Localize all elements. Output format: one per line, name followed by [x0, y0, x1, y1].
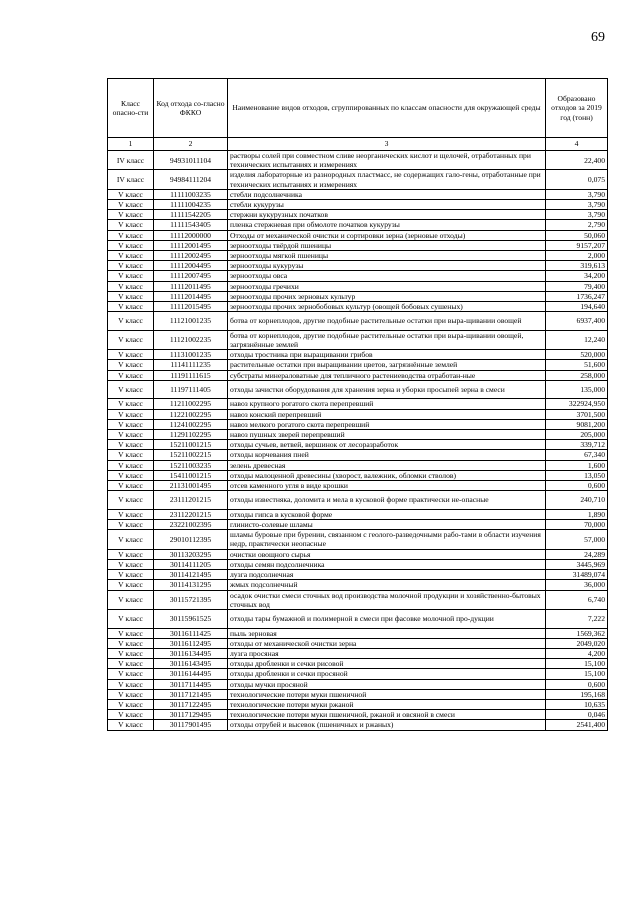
waste-name-cell: жмых подсолнечный [228, 580, 546, 590]
table-row [108, 261, 608, 271]
page-number: 69 [591, 30, 605, 45]
amount-cell: 10,635 [546, 699, 608, 709]
header-fkko-code: Код отхода со-гласно ФККО [154, 79, 228, 138]
column-index: 2 [154, 138, 228, 151]
hazard-class-cell: V класс [108, 689, 154, 699]
waste-name-cell: ботва от корнеплодов, другие подобные растительные остатки при выра-щивании овощей, загрязнённые землей [228, 330, 546, 349]
waste-name-cell: зерноотходы мягкой пшеницы [228, 251, 546, 261]
table-row [108, 360, 608, 370]
hazard-class-cell: V класс [108, 530, 154, 549]
table-row [108, 710, 608, 720]
amount-cell: 70,000 [546, 520, 608, 530]
table-row [108, 409, 608, 419]
fkko-code-cell: 15211001215 [154, 440, 228, 450]
fkko-code-cell: 11112007495 [154, 271, 228, 281]
waste-name-cell: зерноотходы твёрдой пшеницы [228, 240, 546, 250]
table-row [108, 251, 608, 261]
table-row [108, 491, 608, 510]
waste-name-cell: отходы гипса в кусковой форме [228, 509, 546, 519]
table-row [108, 628, 608, 638]
amount-cell: 3701,500 [546, 409, 608, 419]
waste-name-cell: зерноотходы кукурузы [228, 261, 546, 271]
waste-name-cell: навоз крупного рогатого скота перепревший [228, 399, 546, 409]
amount-cell: 3,790 [546, 200, 608, 210]
amount-cell: 205,000 [546, 430, 608, 440]
amount-cell: 2541,400 [546, 720, 608, 730]
amount-cell: 322924,950 [546, 399, 608, 409]
waste-name-cell: субстраты минераловатные для тепличного растениеводства отработан-ные [228, 370, 546, 380]
column-index: 3 [228, 138, 546, 151]
waste-name-cell: отходы сучьев, ветвей, вершинок от лесоразработок [228, 440, 546, 450]
fkko-code-cell: 11241002295 [154, 419, 228, 429]
table-row [108, 430, 608, 440]
table-row [108, 699, 608, 709]
fkko-code-cell: 11131001235 [154, 350, 228, 360]
header-hazard-class: Класс опасно-сти [108, 79, 154, 138]
amount-cell: 31489,074 [546, 570, 608, 580]
waste-name-cell: осадок очистки смеси сточных вод производства молочной продукции и хозяйственно-бытовых сточных вод [228, 590, 546, 609]
fkko-code-cell: 94931011104 [154, 151, 228, 170]
waste-name-cell: стебли подсолнечника [228, 189, 546, 199]
fkko-code-cell: 21131001495 [154, 481, 228, 491]
waste-name-cell: навоз пушных зверей перепревший [228, 430, 546, 440]
table-row [108, 530, 608, 549]
table-row [108, 520, 608, 530]
hazard-class-cell: V класс [108, 419, 154, 429]
amount-cell: 195,168 [546, 689, 608, 699]
amount-cell: 1,890 [546, 509, 608, 519]
amount-cell: 13,050 [546, 470, 608, 480]
amount-cell: 57,000 [546, 530, 608, 549]
amount-cell: 3445,969 [546, 559, 608, 569]
amount-cell: 258,000 [546, 370, 608, 380]
hazard-class-cell: V класс [108, 669, 154, 679]
table-row [108, 689, 608, 699]
waste-name-cell: зерноотходы овса [228, 271, 546, 281]
amount-cell: 6937,400 [546, 312, 608, 331]
table-row [108, 210, 608, 220]
hazard-class-cell: V класс [108, 570, 154, 580]
table-row [108, 509, 608, 519]
fkko-code-cell: 11141111235 [154, 360, 228, 370]
amount-cell: 2049,020 [546, 638, 608, 648]
fkko-code-cell: 11112002495 [154, 251, 228, 261]
waste-name-cell: отходы тары бумажной и полимерной в смеси при фасовке молочной про-дукции [228, 609, 546, 628]
hazard-class-cell: V класс [108, 720, 154, 730]
waste-name-cell: пыль зерновая [228, 628, 546, 638]
waste-name-cell: зерноотходы прочих зерновых культур [228, 291, 546, 301]
amount-cell: 50,060 [546, 230, 608, 240]
hazard-class-cell: V класс [108, 699, 154, 709]
amount-cell: 79,400 [546, 281, 608, 291]
table-row [108, 638, 608, 648]
waste-name-cell: отходы отрубей и высевок (пшеничных и ржаных) [228, 720, 546, 730]
hazard-class-cell: V класс [108, 291, 154, 301]
fkko-code-cell: 30117121495 [154, 689, 228, 699]
table-row [108, 370, 608, 380]
waste-name-cell: навоз конский перепревший [228, 409, 546, 419]
table-row [108, 470, 608, 480]
fkko-code-cell: 30117901495 [154, 720, 228, 730]
hazard-class-cell: V класс [108, 659, 154, 669]
hazard-class-cell: V класс [108, 491, 154, 510]
table-row [108, 559, 608, 569]
waste-name-cell: изделия лабораторные из разнородных пластмасс, не содержащих гало-гены, отработанные при технических испытаниях и измерениях [228, 170, 546, 189]
waste-name-cell: зерноотходы гречихи [228, 281, 546, 291]
hazard-class-cell: V класс [108, 460, 154, 470]
hazard-class-cell: V класс [108, 409, 154, 419]
amount-cell: 1736,247 [546, 291, 608, 301]
hazard-class-cell: V класс [108, 189, 154, 199]
waste-name-cell: технологические потери муки пшеничной, ржаной и овсяной в смеси [228, 710, 546, 720]
fkko-code-cell: 11221002295 [154, 409, 228, 419]
amount-cell: 2,790 [546, 220, 608, 230]
fkko-code-cell: 15411001215 [154, 470, 228, 480]
fkko-code-cell: 11121001235 [154, 312, 228, 331]
table-row [108, 312, 608, 331]
header-amount-2019: Образовано отходов за 2019 год (тонн) [546, 79, 608, 138]
waste-name-cell: отходы корчевания пней [228, 450, 546, 460]
fkko-code-cell: 30115961525 [154, 609, 228, 628]
fkko-code-cell: 11111004235 [154, 200, 228, 210]
table-header-row [108, 79, 608, 138]
fkko-code-cell: 11291102295 [154, 430, 228, 440]
hazard-class-cell: V класс [108, 380, 154, 399]
table-row [108, 271, 608, 281]
amount-cell: 1,600 [546, 460, 608, 470]
fkko-code-cell: 11112015495 [154, 302, 228, 312]
hazard-class-cell: V класс [108, 648, 154, 658]
amount-cell: 7,222 [546, 609, 608, 628]
table-row [108, 679, 608, 689]
table-row [108, 659, 608, 669]
fkko-code-cell: 11111542205 [154, 210, 228, 220]
fkko-code-cell: 23111201215 [154, 491, 228, 510]
hazard-class-cell: V класс [108, 251, 154, 261]
fkko-code-cell: 15211002215 [154, 450, 228, 460]
amount-cell: 520,000 [546, 350, 608, 360]
table-row [108, 580, 608, 590]
fkko-code-cell: 11191111615 [154, 370, 228, 380]
hazard-class-cell: V класс [108, 440, 154, 450]
fkko-code-cell: 11112014495 [154, 291, 228, 301]
table-row [108, 240, 608, 250]
amount-cell: 1569,362 [546, 628, 608, 638]
table-row [108, 189, 608, 199]
hazard-class-cell: V класс [108, 679, 154, 689]
amount-cell: 240,710 [546, 491, 608, 510]
hazard-class-cell: V класс [108, 549, 154, 559]
table-row [108, 330, 608, 349]
amount-cell: 6,740 [546, 590, 608, 609]
header-waste-name: Наименование видов отходов, сгруппированных по классам опасности для окружающей среды [228, 79, 546, 138]
hazard-class-cell: V класс [108, 609, 154, 628]
hazard-class-cell: V класс [108, 370, 154, 380]
waste-name-cell: технологические потери муки пшеничной [228, 689, 546, 699]
amount-cell: 67,340 [546, 450, 608, 460]
waste-name-cell: растворы солей при совместном сливе неорганических кислот и щелочей, отработанных при технических испытаниях и измерениях [228, 151, 546, 170]
table-row [108, 291, 608, 301]
fkko-code-cell: 30117114495 [154, 679, 228, 689]
amount-cell: 0,075 [546, 170, 608, 189]
table-row [108, 419, 608, 429]
waste-name-cell: отходы зачистки оборудования для хранения зерна и уборки просыпей зерна в смеси [228, 380, 546, 399]
fkko-code-cell: 30114131295 [154, 580, 228, 590]
fkko-code-cell: 11112001495 [154, 240, 228, 250]
amount-cell: 194,640 [546, 302, 608, 312]
waste-name-cell: отходы дробленки и сечки просяной [228, 669, 546, 679]
fkko-code-cell: 23112201215 [154, 509, 228, 519]
table-row [108, 648, 608, 658]
table-row [108, 302, 608, 312]
waste-name-cell: отходы от механической очистки зерна [228, 638, 546, 648]
table-row [108, 609, 608, 628]
table-row [108, 669, 608, 679]
hazard-class-cell: V класс [108, 240, 154, 250]
amount-cell: 22,400 [546, 151, 608, 170]
waste-name-cell: пленка стержневая при обмолоте початков кукурузы [228, 220, 546, 230]
table-row [108, 450, 608, 460]
fkko-code-cell: 94984111204 [154, 170, 228, 189]
table-row [108, 399, 608, 409]
amount-cell: 12,240 [546, 330, 608, 349]
amount-cell: 2,000 [546, 251, 608, 261]
table-row [108, 481, 608, 491]
hazard-class-cell: V класс [108, 470, 154, 480]
table-row [108, 220, 608, 230]
amount-cell: 9081,200 [546, 419, 608, 429]
fkko-code-cell: 30117129495 [154, 710, 228, 720]
waste-name-cell: Отходы от механической очистки и сортировки зерна (зерновые отходы) [228, 230, 546, 240]
amount-cell: 36,000 [546, 580, 608, 590]
amount-cell: 15,100 [546, 669, 608, 679]
amount-cell: 51,600 [546, 360, 608, 370]
fkko-code-cell: 23221002395 [154, 520, 228, 530]
amount-cell: 0,046 [546, 710, 608, 720]
table-row [108, 230, 608, 240]
hazard-class-cell: V класс [108, 261, 154, 271]
hazard-class-cell: V класс [108, 580, 154, 590]
hazard-class-cell: V класс [108, 200, 154, 210]
hazard-class-cell: V класс [108, 509, 154, 519]
amount-cell: 9157,207 [546, 240, 608, 250]
amount-cell: 0,600 [546, 679, 608, 689]
hazard-class-cell: V класс [108, 220, 154, 230]
fkko-code-cell: 30114111205 [154, 559, 228, 569]
fkko-code-cell: 30115721395 [154, 590, 228, 609]
waste-name-cell: растительные остатки при выращивании цветов, загрязнённые землей [228, 360, 546, 370]
hazard-class-cell: V класс [108, 628, 154, 638]
waste-name-cell: глинисто-солевые шламы [228, 520, 546, 530]
waste-name-cell: стержни кукурузных початков [228, 210, 546, 220]
hazard-class-cell: V класс [108, 430, 154, 440]
table-row [108, 440, 608, 450]
hazard-class-cell: V класс [108, 210, 154, 220]
column-index: 4 [546, 138, 608, 151]
table-row [108, 570, 608, 580]
table-row [108, 151, 608, 170]
amount-cell: 15,100 [546, 659, 608, 669]
fkko-code-cell: 30113203295 [154, 549, 228, 559]
waste-name-cell: зерноотходы прочих зернобобовых культур (овощей бобовых сушеных) [228, 302, 546, 312]
fkko-code-cell: 30116144495 [154, 669, 228, 679]
fkko-code-cell: 15211003235 [154, 460, 228, 470]
waste-name-cell: навоз мелкого рогатого скота перепревший [228, 419, 546, 429]
waste-name-cell: шламы буровые при бурении, связанном с геолого-разведочными рабо-тами в области изучения недр, практически неопасные [228, 530, 546, 549]
amount-cell: 34,200 [546, 271, 608, 281]
waste-name-cell: технологические потери муки ржаной [228, 699, 546, 709]
table-row [108, 590, 608, 609]
hazard-class-cell: IV класс [108, 170, 154, 189]
fkko-code-cell: 11211002295 [154, 399, 228, 409]
fkko-code-cell: 30116134495 [154, 648, 228, 658]
amount-cell: 135,000 [546, 380, 608, 399]
fkko-code-cell: 11111543405 [154, 220, 228, 230]
waste-name-cell: отходы тростника при выращивании грибов [228, 350, 546, 360]
waste-name-cell: ботва от корнеплодов, другие подобные растительные остатки при выра-щивании овощей [228, 312, 546, 331]
fkko-code-cell: 30116111425 [154, 628, 228, 638]
column-index-row [108, 138, 608, 151]
hazard-class-cell: V класс [108, 360, 154, 370]
waste-name-cell: отходы дробленки и сечки рисовой [228, 659, 546, 669]
amount-cell: 319,613 [546, 261, 608, 271]
fkko-code-cell: 11112004495 [154, 261, 228, 271]
hazard-class-cell: V класс [108, 450, 154, 460]
waste-name-cell: очистки овощного сырья [228, 549, 546, 559]
hazard-class-cell: V класс [108, 350, 154, 360]
waste-name-cell: отходы мучки просяной [228, 679, 546, 689]
amount-cell: 3,790 [546, 189, 608, 199]
amount-cell: 0,600 [546, 481, 608, 491]
hazard-class-cell: V класс [108, 271, 154, 281]
fkko-code-cell: 29010112395 [154, 530, 228, 549]
table-row [108, 549, 608, 559]
hazard-class-cell: V класс [108, 481, 154, 491]
fkko-code-cell: 30116112495 [154, 638, 228, 648]
waste-name-cell: отходы малоценной древесины (хворост, валежник, обломки стволов) [228, 470, 546, 480]
table-row [108, 200, 608, 210]
fkko-code-cell: 11121002235 [154, 330, 228, 349]
hazard-class-cell: V класс [108, 230, 154, 240]
hazard-class-cell: V класс [108, 638, 154, 648]
fkko-code-cell: 30117122495 [154, 699, 228, 709]
table-row [108, 350, 608, 360]
table-body [108, 151, 608, 731]
waste-name-cell: лузга просяная [228, 648, 546, 658]
amount-cell: 4,200 [546, 648, 608, 658]
hazard-class-cell: V класс [108, 559, 154, 569]
fkko-code-cell: 11111003235 [154, 189, 228, 199]
table-row [108, 170, 608, 189]
waste-table [107, 78, 608, 731]
table-row [108, 720, 608, 730]
amount-cell: 3,790 [546, 210, 608, 220]
waste-name-cell: лузга подсолнечная [228, 570, 546, 580]
hazard-class-cell: V класс [108, 520, 154, 530]
fkko-code-cell: 11197111405 [154, 380, 228, 399]
table-row [108, 460, 608, 470]
column-index: 1 [108, 138, 154, 151]
amount-cell: 24,289 [546, 549, 608, 559]
hazard-class-cell: V класс [108, 312, 154, 331]
waste-name-cell: отходы известняка, доломита и мела в кусковой форме практически не-опасные [228, 491, 546, 510]
hazard-class-cell: V класс [108, 281, 154, 291]
waste-name-cell: отсев каменного угля в виде крошки [228, 481, 546, 491]
waste-name-cell: отходы семян подсолнечника [228, 559, 546, 569]
hazard-class-cell: V класс [108, 710, 154, 720]
table-row [108, 281, 608, 291]
hazard-class-cell: IV класс [108, 151, 154, 170]
waste-name-cell: зелень древесная [228, 460, 546, 470]
amount-cell: 339,712 [546, 440, 608, 450]
waste-name-cell: стебли кукурузы [228, 200, 546, 210]
fkko-code-cell: 30114121495 [154, 570, 228, 580]
hazard-class-cell: V класс [108, 590, 154, 609]
fkko-code-cell: 11112011495 [154, 281, 228, 291]
table-row [108, 380, 608, 399]
fkko-code-cell: 11112000000 [154, 230, 228, 240]
hazard-class-cell: V класс [108, 399, 154, 409]
hazard-class-cell: V класс [108, 330, 154, 349]
fkko-code-cell: 30116143495 [154, 659, 228, 669]
hazard-class-cell: V класс [108, 302, 154, 312]
